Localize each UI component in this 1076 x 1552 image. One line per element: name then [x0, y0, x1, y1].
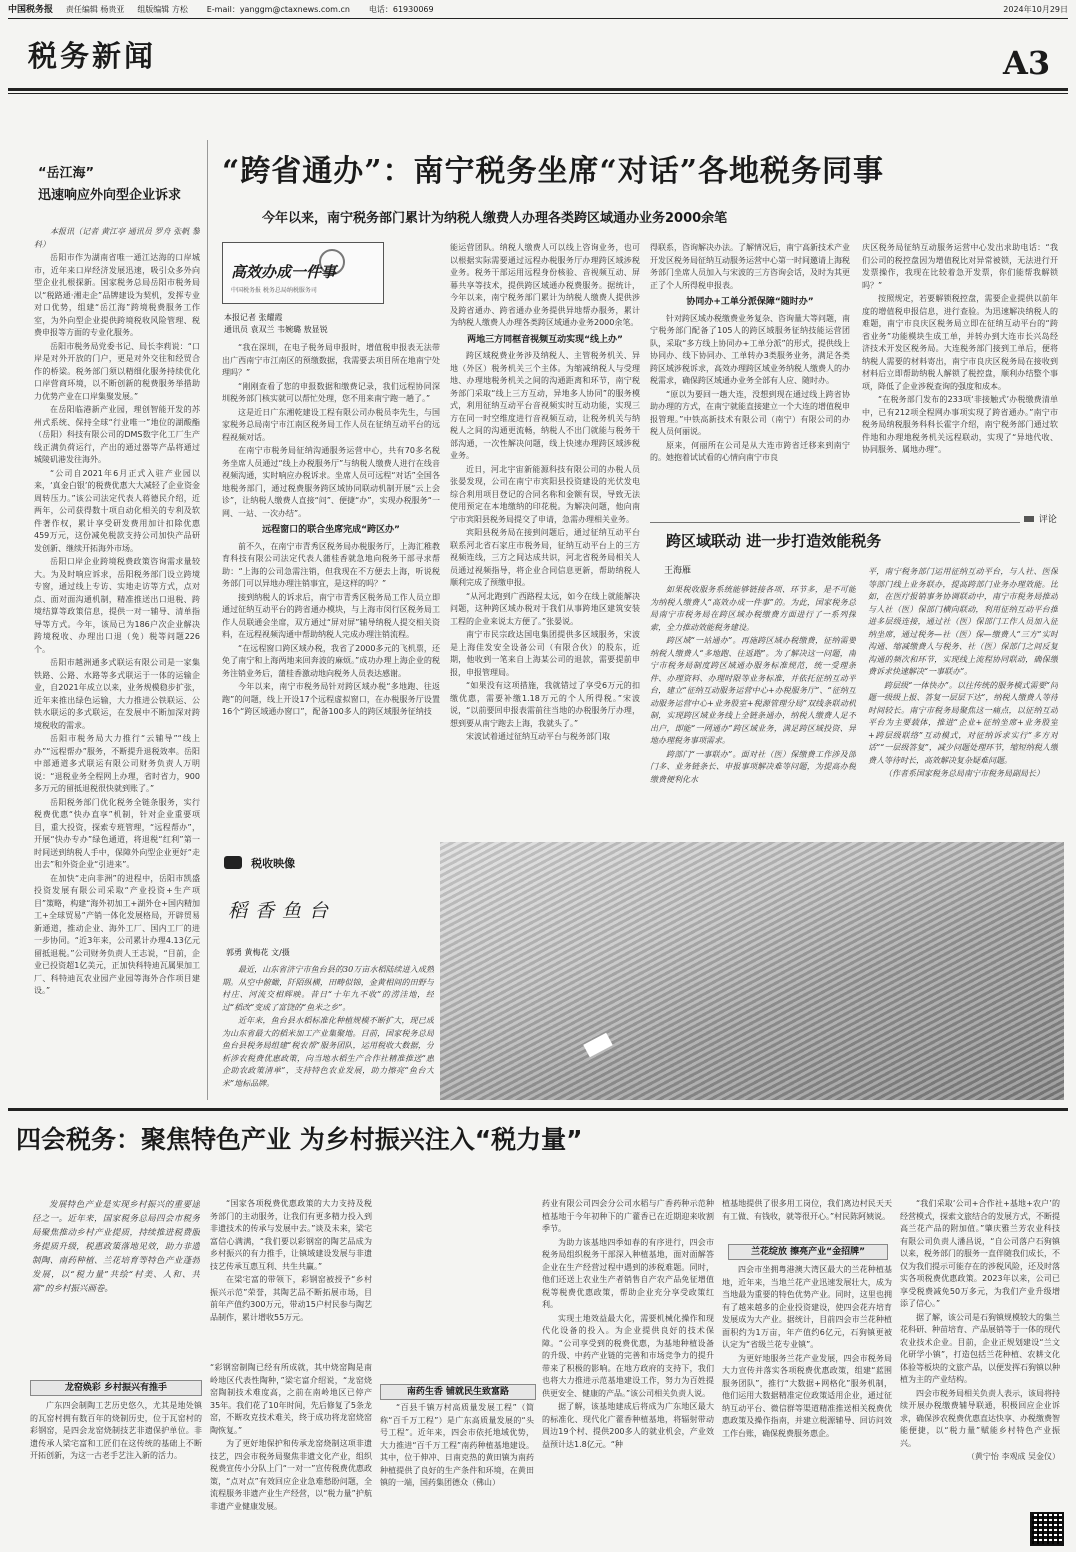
qr-code: [1030, 1512, 1064, 1546]
commentary-title: 跨区域联动 进一步打造效能税务: [666, 532, 882, 550]
paragraph: 岳阳市作为湖南省唯一通江达海的口岸城市，近年来口岸经济发展迅速，吸引众多外向型企业扎根探新。国家税务总局岳阳市税务局以“税路通·湘走企”品牌建设为契机，发挥专业对口优势，组建“岳江海”跨境税费服务工作室，为外向型企业提供跨境税收风险管理、税费申报等方面的专业化服务。: [34, 253, 200, 337]
bottom-intro: 发展特色产业是实现乡村振兴的重要途径之一。近年来，国家税务总局四会市税务局聚焦推动乡村产业提质，持续推进税费服务提质升级，税惠政策落地见效，助力非遗制陶、南药种植、兰花培育等特色产业蓬勃发展，以“税力量”共绘“村美、人和、共富”的乡村振兴画卷。: [32, 1200, 200, 1294]
bottom-col-5: [900, 1198, 1060, 1508]
paragraph: 针对跨区域办税缴费业务复杂、咨询量大等问题，南宁税务部门配备了105人的跨区域服务征纳技能运营团队，采取“多方线上协同办+工单分派”的形式，提供线上协同办、线下协同办、工单转办3类服务业务，满足各类跨区域涉税诉求，高效办理跨区域业务纳税人缴费人的办税需求，确保跨区域通办业务全部有人应、随时办。: [650, 313, 850, 385]
paragraph: “我在深圳，在电子税务局申报时，增值税申报表无法带出广西南宁市江南区的预缴数据，我需要去项目所在地南宁处理吗？”: [222, 343, 440, 377]
paragraph: “彩钢窑制陶已经有所成就，其中烧窑陶是南岭地区代表性陶种，”梁宅富介绍说，“龙窑烧窑陶制技术难度高，之前在南岭地区已停产35年。我们花了10年时间，先后修复了5条龙窑，不断攻克技术难关，终于成功将龙窑烧窑陶恢复。”: [210, 1363, 372, 1435]
photo-feature-tag-text: 税收映像: [251, 856, 296, 870]
paragraph: “从河北跑到广西路程太远，如今在线上就能解决问题，这种跨区域办税对于我们从事跨地区建筑安装工程的企业来说太方便了。”张晏说。: [450, 591, 640, 626]
photo-feature-tag: [224, 852, 344, 874]
paragraph: 今年以来，南宁市税务局针对跨区域办税“多地跑、往返跑”的问题，线上开设17个远程虚拟窗口，在办税服务厅设置16个“跨区域通办窗口”，配备100多人的跨区域服务征纳技: [222, 682, 440, 716]
photo-feature-title: 稻香鱼台: [228, 900, 337, 922]
bottom-col-4: [722, 1198, 892, 1238]
paragraph: （作者系国家税务总局南宁市税务局副局长）: [884, 769, 1044, 778]
paragraph: “如果没有这项措施，我就错过了享受6万元的扣缴优惠，需要补缴1.18万元的个人所得税。”宋波说，“以前要回申报表需前往当地的办税服务厅办理，想到要从南宁跑去上海，我就头了。”: [450, 681, 640, 728]
email: E-mail：yanggm@ctaxnews.com.cn: [206, 5, 350, 14]
paragraph: 平，南宁税务部门运用征纳互动平台，与人社、医保等部门线上业务联办，提高跨部门业务办理效能。比如，在医疗报销事务协调联动中，南宁市税务局推动与人社（医）保部门横向联动，利用征纳互动平台推进多层级连接，通过社（医）保部门工作人员加入征纳坐席，通过税务—社（医）保—缴费人“三方”实时沟通、缩减缴费人与税务、社（医）保部门之间反复沟通的频次和环节，实现线上流程协同联动，确保缴费诉求快速解决“一事联办”。: [868, 567, 1058, 676]
paragraph: 据了解，该公司是石狗镇规模较大的集兰花科研、种苗培育、产品展销等于一体的现代农业技术企业。目前，企业正规划建设“兰文化研学小镇”，打造包括兰花种植、农耕文化体验等板块的文旅产品，以便发挥石狗镇以种植为主的产业结构。: [900, 1312, 1060, 1384]
paragraph: “我们采取‘公司+合作社+基地+农户’的经营模式，探索文旅结合的发展方式，不断提高兰花产品的附加值。”肇庆雅兰芳农业科技有限公司负责人潘昌说，“自公司落户石狗镇以来，税务部门的服务一直伴随我们成长，不仅为我们提示可能存在的涉税风险，还及时落实各项税费优惠政策。2023年以来，公司已享受税费减免50万多元，为我们产业升级增添了信心。”: [900, 1199, 1060, 1308]
commentary-col-2: [868, 566, 1058, 842]
paragraph: 宋波试着通过征纳互动平台与税务部门取: [466, 732, 610, 741]
main-article-title: “跨省通办”：南宁税务坐席“对话”各地税务同事: [222, 154, 885, 189]
camera-icon: [224, 856, 242, 869]
commentary-tag: [1024, 512, 1057, 525]
paragraph: 得联系，咨询解决办法。了解情况后，南宁高新技术产业开发区税务局征纳互动服务运营中心第一时间邀请上海税务部门坐席人员加入与宋波的三方咨询会话，及时为其更正了个人所得税申报表。: [650, 243, 850, 290]
paragraph: 岳阳税务部门优化税务全链条服务，实行税费优惠“快办直享”机制，针对企业重要项目，重大投资，探索专班管理，“远程帮办”，开展“快办专办”绿色通道，将退税“红利”第一时间送到纳税人手中，保障外向型企业更好“走出去”和外资企业“引进来”。: [34, 797, 200, 869]
paragraph: 南宁市民宗政达国电集团提供多区域服务，宋波是上海佳发安全设备公司（有限合伙）的股东，近期，他收到一笔来自上海某公司的退款，需要提前申报，申报管理局。: [450, 630, 640, 677]
paragraph: 前不久，在南宁市青秀区税务局办税服务厅，上海汇稚教育科技有限公司法定代表人蒲桂香就急地向税务干部寻求帮助：“上海的公司急需注销，但我现在不方便去上海，听说税务部门可以异地办理注销事宜，是这样的吗？”: [222, 541, 440, 588]
tag-bar-icon: [1024, 516, 1034, 522]
main-byline: 本报记者 张耀霞: [224, 313, 283, 322]
paragraph: 在加快“走向非洲”的进程中，岳阳市凯盛投资发展有限公司采取“产业投资+生产项目”策略，构建“海外初加工+湖外仓+国内精加工+全球贸易”产销一体化发展格局，开辟贸易新通道，推动企业、海外工厂、国内工厂的进一步协同。“近3年来，公司累计办理4.13亿元留抵退税。”公司财务负责人王志说，“目前，企业已投资超1亿美元，正加快科特迪瓦属果加工厂、科特迪瓦农业园产业园等海外合作项目建设。”: [34, 873, 200, 995]
paragraph: 跨部门“一事联办”。面对社（医）保缴费工作涉及部门多、业务链条长、申报事项解决难等问题，为提高办税缴费便利化水: [650, 749, 856, 784]
paragraph: 四会市坐拥粤港澳大湾区最大的兰花种植基地，近年来，当地兰花产业迅速发展壮大，成为当地最为重要的特色优势产业。同时，这里也拥有了越来越多的企业投资建设，使四会花卉培育发展成为大产业。据统计，目前四会市兰花种植面积约为1万亩，年产值约6亿元，石狗镇更被认定为“省级兰花专业镇”。: [722, 1265, 892, 1349]
paragraph: 在南宁市税务局征纳沟通服务运营中心，共有70多名税务坐席人员通过“线上办税服务厅”与纳税人缴费人进行在线音视频沟通，实时响应办税诉求。坐席人员可远程“对话”全国各地税务部门，通过税费服务跨区域协同联动机制开展“云上会诊”，让纳税人缴费人直接“问”、便捷“办”，实现办税服务“一网、一站、一次办结”。: [222, 446, 440, 518]
paragraph: 为了更好地保护和传承龙窑烧制这项非遗技艺，四会市税务局聚焦非遗文化产业，组织税费宣传小分队上门“一对一”宣传税费优惠政策，“点对点”有效回应企业急难愁盼问题，全流程服务非遗产业生产经营，以“税力量”护航非遗产业健康发展。: [210, 1439, 372, 1511]
paragraph: 跨区域税费业务涉及纳税人、主管税务机关、异地（外区）税务机关三个主体。为缩减纳税人与受理地、办理地税务机关之间的沟通距离和环节，南宁税务部门采取“线上三方互动，异地多人协同”的服务模式，利用征纳互动平台音视频实时互动功能，实现三方在同一时空维度进行音视频互动，让税务机关与纳税人之间的沟通更流畅，纳税人不出门就能与税务干部沟通，一次性解决问题，线上快速办理跨区域涉税业务。: [450, 351, 640, 460]
bottom-subheading-3: 兰花绽放 擦亮产业“金招牌”: [728, 1244, 888, 1260]
main-col-2: [450, 242, 640, 834]
paragraph: 能运营团队。纳税人缴费人可以线上咨询业务，也可以根据实际需要通过远程办税服务厅办理跨区域涉税业务。税务干部运用远程身份核验、音视频互动、屏幕共享等技术，提供跨区域通办税费服务。据统计，今年以来，南宁税务部门累计为纳税人缴费人提供涉及跨省通办、跨省通办业务提供异地帮办服务，累计为纳税人缴费人办理各类跨区域通办业务2000余笔。: [450, 243, 640, 327]
commentary-tag-text: 评论: [1038, 515, 1057, 525]
paragraph: 为更好地服务兰花产业发展，四会市税务局大力宣传并落实各项税费优惠政策，组建“蓝围服务团队”，推行“大数据+网格化”服务机制，他们运用大数据精准定位政策适用企业，通过征纳互动平台、微信群等渠道精准推送相关税费优惠政策及操作指南，并建立税源辅导、回访问效工作台账，确保税费服务惠企。: [722, 1353, 892, 1438]
series-logo: [222, 242, 384, 304]
paragraph: 这是近日广东湘乾建设工程有限公司办税员李先生，与国家税务总局南宁市江南区税务局工作人员在征纳互动平台的远程视频对话。: [222, 407, 440, 442]
paragraph: “在税务部门发布的233项‘非接触式’办税缴费清单中，已有212项全程网办事项实现了跨省通办。”南宁市税务局纳税服务科科长霍字介绍，南宁税务部门通过软件地和办理地税务机关远程联动，实现了“异地代收、协同服务、属地办理”。: [862, 395, 1058, 454]
photo-feature-credit: 郭勇 黄梅花 文/摄: [226, 948, 290, 957]
paragraph: 跨区域“一站通办”。再施跨区域办税缴费，征纳需要纳税人缴费人“多地跑、往返跑”。为了解决这一问题，南宁市税务局制度跨区域通办服务标准规范，统一受理条件、办理资料、办理时限等业务标准，并依托征纳互动平台，建立“征纳互动服务运营中心+办税服务厅”、“征纳互动服务运营中心+业务股室+税源管理分局”双线条联动机制，实现跨区域业务线上全链条通办，纳税人缴费人足不出户，即能“一网通办”跨区域业务，满足跨区域投资、异地办理税务事项需求。: [650, 636, 856, 745]
main-byline-2: 通讯员 袁双兰 韦婉璐 敖显锐: [224, 325, 328, 334]
logo-text: 高效办成一件事: [231, 263, 337, 281]
paragraph: “公司自2021年6月正式入驻产业园以来，‘真金白银’的税费优惠大大减轻了企业资金周转压力。”该公司法定代表人蒋德民介绍，近两年，公司获得数十项自动化相关的专利及软件著作权，累计享受研发费用加计扣除优惠459万元，这份减免税款支持公司加快产品研发创新、继续开拓海外市场。: [34, 468, 200, 553]
main-article-subtitle: 今年以来，南宁税务部门累计为纳税人缴费人办理各类跨区域通办业务2000余笔: [262, 211, 728, 226]
phone: 电话：61930069: [368, 5, 434, 14]
date: 2024年10月29日: [1003, 5, 1068, 14]
paragraph: 岳阳市税务局党委书记、局长李莉说：“口岸是对外开放的门户，更是对外交往和经贸合作的桥梁。税务部门须以精细化服务持续优化口岸营商环境，以不断创新的税费服务举措助力优势产业在口岸集聚发展。”: [34, 341, 200, 401]
paper-name: 中国税务报: [8, 5, 54, 15]
page-number: A3: [1003, 44, 1051, 82]
paragraph: （黄宁怡 李观成 吴金仪）: [966, 1452, 1060, 1461]
paragraph: 按照规定，若要解锁税控盘，需要企业提供以前年度的增值税申报信息，进行查验。为迅速解决纳税人的难题，南宁市良庆区税务局立即在征纳互动平台的“跨省业务”功能模块生成工单，并转办到大连市长兴岛经济技术开发区税务局。大连税务部门接到工单后，便将纳税人需要的材料寄出，南宁市良庆区税务局在接收到材料后立即帮助纳税人解锁了税控盘，顺利办结整个事项，降低了企业涉税查询的强度和成本。: [862, 294, 1058, 391]
bottom-col-2b: [380, 1402, 534, 1548]
bottom-subheading-1: 龙窑焕彩 乡村振兴有推手: [30, 1380, 202, 1396]
bottom-subheading-2: 南药生香 铺就民生致富路: [380, 1384, 536, 1400]
section-title: 税务新闻: [28, 39, 157, 73]
paragraph: 药业有限公司四会分公司水稻与广香药种示范种植基地于今年初种下的广藿香已在近期迎来收割季节。: [542, 1199, 714, 1233]
commentary-author: 王海雁: [664, 566, 692, 576]
paragraph: “在远程窗口跨区域办税，我省了2000多元的飞机票，还免了南宁和上海两地来回奔波的麻烦。”成功办理上海企业的税务注销业务后，蒲桂香激动地向税务人员表达感谢。: [222, 643, 440, 678]
paragraph: “原以为要回一趟大连，没想到现在通过线上跨省协助办理的方式，在南宁就能直接建立一个大连的增值税申报管理。”中铁高新技术有限公司（南宁）有限公司的办税人员何丽说。: [650, 389, 850, 436]
paragraph: 岳阳口岸企业跨境税费政策咨询需求量较大。为及时响应诉求，岳阳税务部门设立跨境专窗，通过线上专访、实地走访等方式，点对点、面对面沟通机制，精准推送出口退税、跨境结算等政策信息，提供一对一辅导、清单指导等方式。今年，该局已为186户次企业解决跨境税收、办理出口退（免）税等问题226个。: [34, 557, 200, 654]
paragraph: “百县千镇万村高质量发展工程”（简称“百千万工程”）是广东高质量发展的“头号工程”。近年来，四会市依托地域优势，大力推进“百千万工程”南药种植基地建设。其中，位于伸冲、日南克热的黄田镇为南药种植提供了良好的生产条件和环境，在黄田镇的一端，国药集团德众（佛山）: [380, 1403, 534, 1487]
header-rule: [8, 18, 1068, 19]
paragraph: 接到纳税人的诉求后，南宁市青秀区税务局工作人员立即通过征纳互动平台的跨省通办模块，与上海市闵行区税务局工作人员联通会坐席，双方通过“屏对屏”辅导纳税人提交相关资料，在远程视频沟通中帮助纳税人完成办理注销流程。: [222, 592, 440, 639]
paragraph: 近日，河北宇宙新能源科技有限公司的办税人员张晏发现，公司在南宁市宾阳县投资建设的光伏发电综合利用项目登记的合同名称和金额有误，导致无法使用预定在本地缴纳的印花税。为解决问题，他向南宁市宾阳县税务局提交了申请，急需办理相关业务。: [450, 464, 640, 524]
column-divider: [207, 140, 208, 1100]
subheading: 两地三方同框音视频互动实现“线上办”: [467, 334, 623, 345]
bottom-col-4b: [722, 1264, 892, 1548]
bottom-col-2: [210, 1198, 372, 1358]
paragraph: 四会市税务局相关负责人表示，该局将持续开展办税缴费辅导联通，积极回应企业诉求，确保涉农税费优惠直达快享、办税缴费智能便捷，以“税力量”赋能乡村特色产业振兴。: [900, 1388, 1060, 1448]
layout-editor: 组版编辑 方松: [137, 5, 188, 14]
bottom-article-title: 四会税务：聚焦特色产业 为乡村振兴注入“税力量”: [16, 1125, 583, 1154]
left-article-kicker: “岳江海”: [38, 166, 95, 181]
paragraph: 在岳阳临港新产业园，理创智能开发的苏州式系统、保持全球“行业唯一”地位的湖酸酯（岳阳）科技有限公司的DMS数字化工厂生产线正满负荷运行，产出的通过器等产品将通过城陵矶港发往海外。: [34, 405, 200, 464]
main-col-3: [650, 242, 850, 512]
section-rule-thick: [8, 88, 1068, 91]
bottom-col-1: [30, 1400, 202, 1548]
subheading: 协同办+工单分派保障“随时办”: [686, 297, 814, 307]
left-article-byline: 本报讯（记者 黄江亭 通讯员 罗舟 张帆 黎科）: [34, 227, 200, 249]
paragraph: 岳阳市越洲通多式联运有限公司是一家集铁路、公路、水路等多式联运于一体的运输企业，自2021年成立以来，业务规模稳步扩张，近年来推出绿色运输，大力推进公铁联运、公铁水联运的多式联运，在发展中不断加深对跨境税收的需求。: [34, 658, 200, 730]
commentary-rule: [650, 522, 1020, 523]
left-article-title: 迅速响应外向型企业诉求: [38, 188, 182, 203]
paragraph: 为助力该基地四季如春的有序进行，四会市税务局组织税务干部深入种植基地，面对面解答企业在生产经营过程中遇到的涉税难题。同时，他们还送上农业生产者销售自产农产品免征增值税等税费优惠政策，帮助企业充分享受政策红利。: [542, 1237, 714, 1309]
logo-subtitle: 中国税务报 税务总局纳税服务司: [231, 287, 317, 294]
paragraph: 植基地提供了很多用工岗位，我们离边村民天天有工做、有钱收，就等很开心。”村民陈阿姨说。: [722, 1199, 892, 1221]
paragraph: 跨层级“一体快办”。以往传统的服务模式需要“问题一级级上报、答复一层层下达”，纳税人缴费人等待时间较长。南宁市税务局聚焦这一痛点，以征纳互动平台为主要载体，推进“企业+征纳坐席+业务股室+跨层级联络”互动模式，对征纳诉求实行“多方对话”“一层级答复”，减少问题处理环节，缩短纳税人缴费人等待时长，高效解决复杂疑难问题。: [868, 680, 1058, 765]
paragraph: 最近，山东省济宁市鱼台县的30万亩水稻陆续进入成熟期。从空中俯瞰，阡陌纵横，田畴似锦，金黄相间的田野与村庄、河流交相辉映。昔日“十年九不收”的涝洼地，经过“稻改”变成了富饶的“鱼米之乡”。: [222, 965, 434, 1012]
paragraph: 广东四会制陶工艺历史悠久，尤其是地处镇的瓦窑村拥有数百年的烧制历史，位于瓦窑村的彩钢窑，是四会龙窑烧制技艺非遗保护单位。非遗传承人梁宅富和工匠们在这传统的基础上不断开拓创新，为这一古老手艺注入新的活力。: [30, 1401, 202, 1460]
paragraph: 据了解，该基地建成后将成为广东地区最大的标准化、现代化广藿香种植基地，将辐射带动周边19个村、提供200多人的就业机会，产业效益预计达1.8亿元。“种: [542, 1402, 714, 1449]
main-col-4: [862, 242, 1058, 512]
paragraph: 原来，何丽所在公司是从大连市跨省迁移来到南宁的。她抱着试试看的心情向南宁市良: [650, 440, 850, 462]
paragraph: 岳阳市税务局大力推行“云辅导”“线上办”“远程帮办”服务，不断提升退税效率。岳阳中部通道多式联运有限公司财务负责人万明说：“退税业务全程网上办理，省时省力，900多万元的留抵退税很快就到账了。”: [34, 734, 200, 793]
aerial-rice-field-photo: [440, 842, 1064, 1100]
paragraph: 宾阳县税务局在接到问题后，通过征纳互动平台联系河北省石家庄市税务局，征纳互动平台上的三方视频连线，三方之间达成共识，河北省税务局相关人员通过视频指导，将企业合同信息更新，帮助纳税人顺利完成了预缴申报。: [450, 528, 640, 587]
editor: 责任编辑 杨贵亚: [65, 5, 125, 14]
commentary-col-1: [650, 584, 856, 842]
paragraph: “刚刚查看了您的申报数据和缴费记录，我们远程协同深圳税务部门核实就可以帮忙处理，您不用来南宁跑一趟了。”: [222, 381, 440, 403]
bottom-col-3: [542, 1198, 714, 1548]
paragraph: 在梁宅富的带领下，彩钢窑被授予“乡村振兴示范”荣誉，其陶艺品不断拓展市场，目前年产值约300万元，带动15户村民参与陶艺品制作，累计增收55万元。: [210, 1275, 372, 1322]
paragraph: “国家各项税费优惠政策的大力支持及税务部门的主动服务，让我们有更多精力投入到非遗技术的传承与发展中去。”谈及未来，梁宅富信心满满，“我们要以彩钢窑的陶艺品成为乡村振兴的有力推手，让镇域建设发展与非遗技艺传承互惠互利、共生共赢。”: [210, 1199, 372, 1271]
bottom-col-1b: [210, 1362, 372, 1548]
left-article-body: [34, 226, 200, 1098]
section-rule-thin: [8, 93, 1068, 94]
paragraph: 近年来，鱼台县水稻标准化种植规模不断扩大，现已成为山东省最大的稻米加工产业集聚地。目前，国家税务总局鱼台县税务局组建“税农帮”服务团队，运用税收大数据，分析涉农税费优惠政策，向当地水稻生产合作社精准推送“惠企助农政策清单”，支持特色农业发展，助力擦亮“鱼台大米”地标品牌。: [222, 1016, 434, 1088]
paragraph: 如果税收服务系统能够链接各项、环节多，是不可能为纳税人缴费人“高效办成一件事”的。为此，国家税务总局南宁市税务局在跨区域办税缴费方面进行了一系列探索，全力推动效能税务建设。: [650, 585, 856, 632]
paragraph: 庆区税务局征纳互动服务运营中心发出求助电话：“我们公司的税控盘因为增值税比对异常被锁，无法进行开发票操作，我现在比较着急开发票，你们能帮我解锁吗？”: [862, 243, 1058, 290]
subheading: 远程窗口的联合坐席完成“跨区办”: [262, 525, 400, 535]
main-col-1: [222, 342, 440, 832]
masthead-bar: [8, 3, 1068, 17]
bottom-rule-thick: [8, 1108, 1068, 1111]
photo-caption: [222, 964, 434, 1100]
paragraph: 实现土地效益最大化，需要机械化操作和现代化设备的投入。为企业提供良好的技术保障。“公司享受到的税费优惠，为基地种植设备的升级、中药产业链的完善和市场竞争力的提升带来了积极的影响。在地方政府的支持下，我们也将大力推进示范基地建设工作，努力为百姓提供更安全、健康的产品。”该公司相关负责人说。: [542, 1313, 714, 1398]
